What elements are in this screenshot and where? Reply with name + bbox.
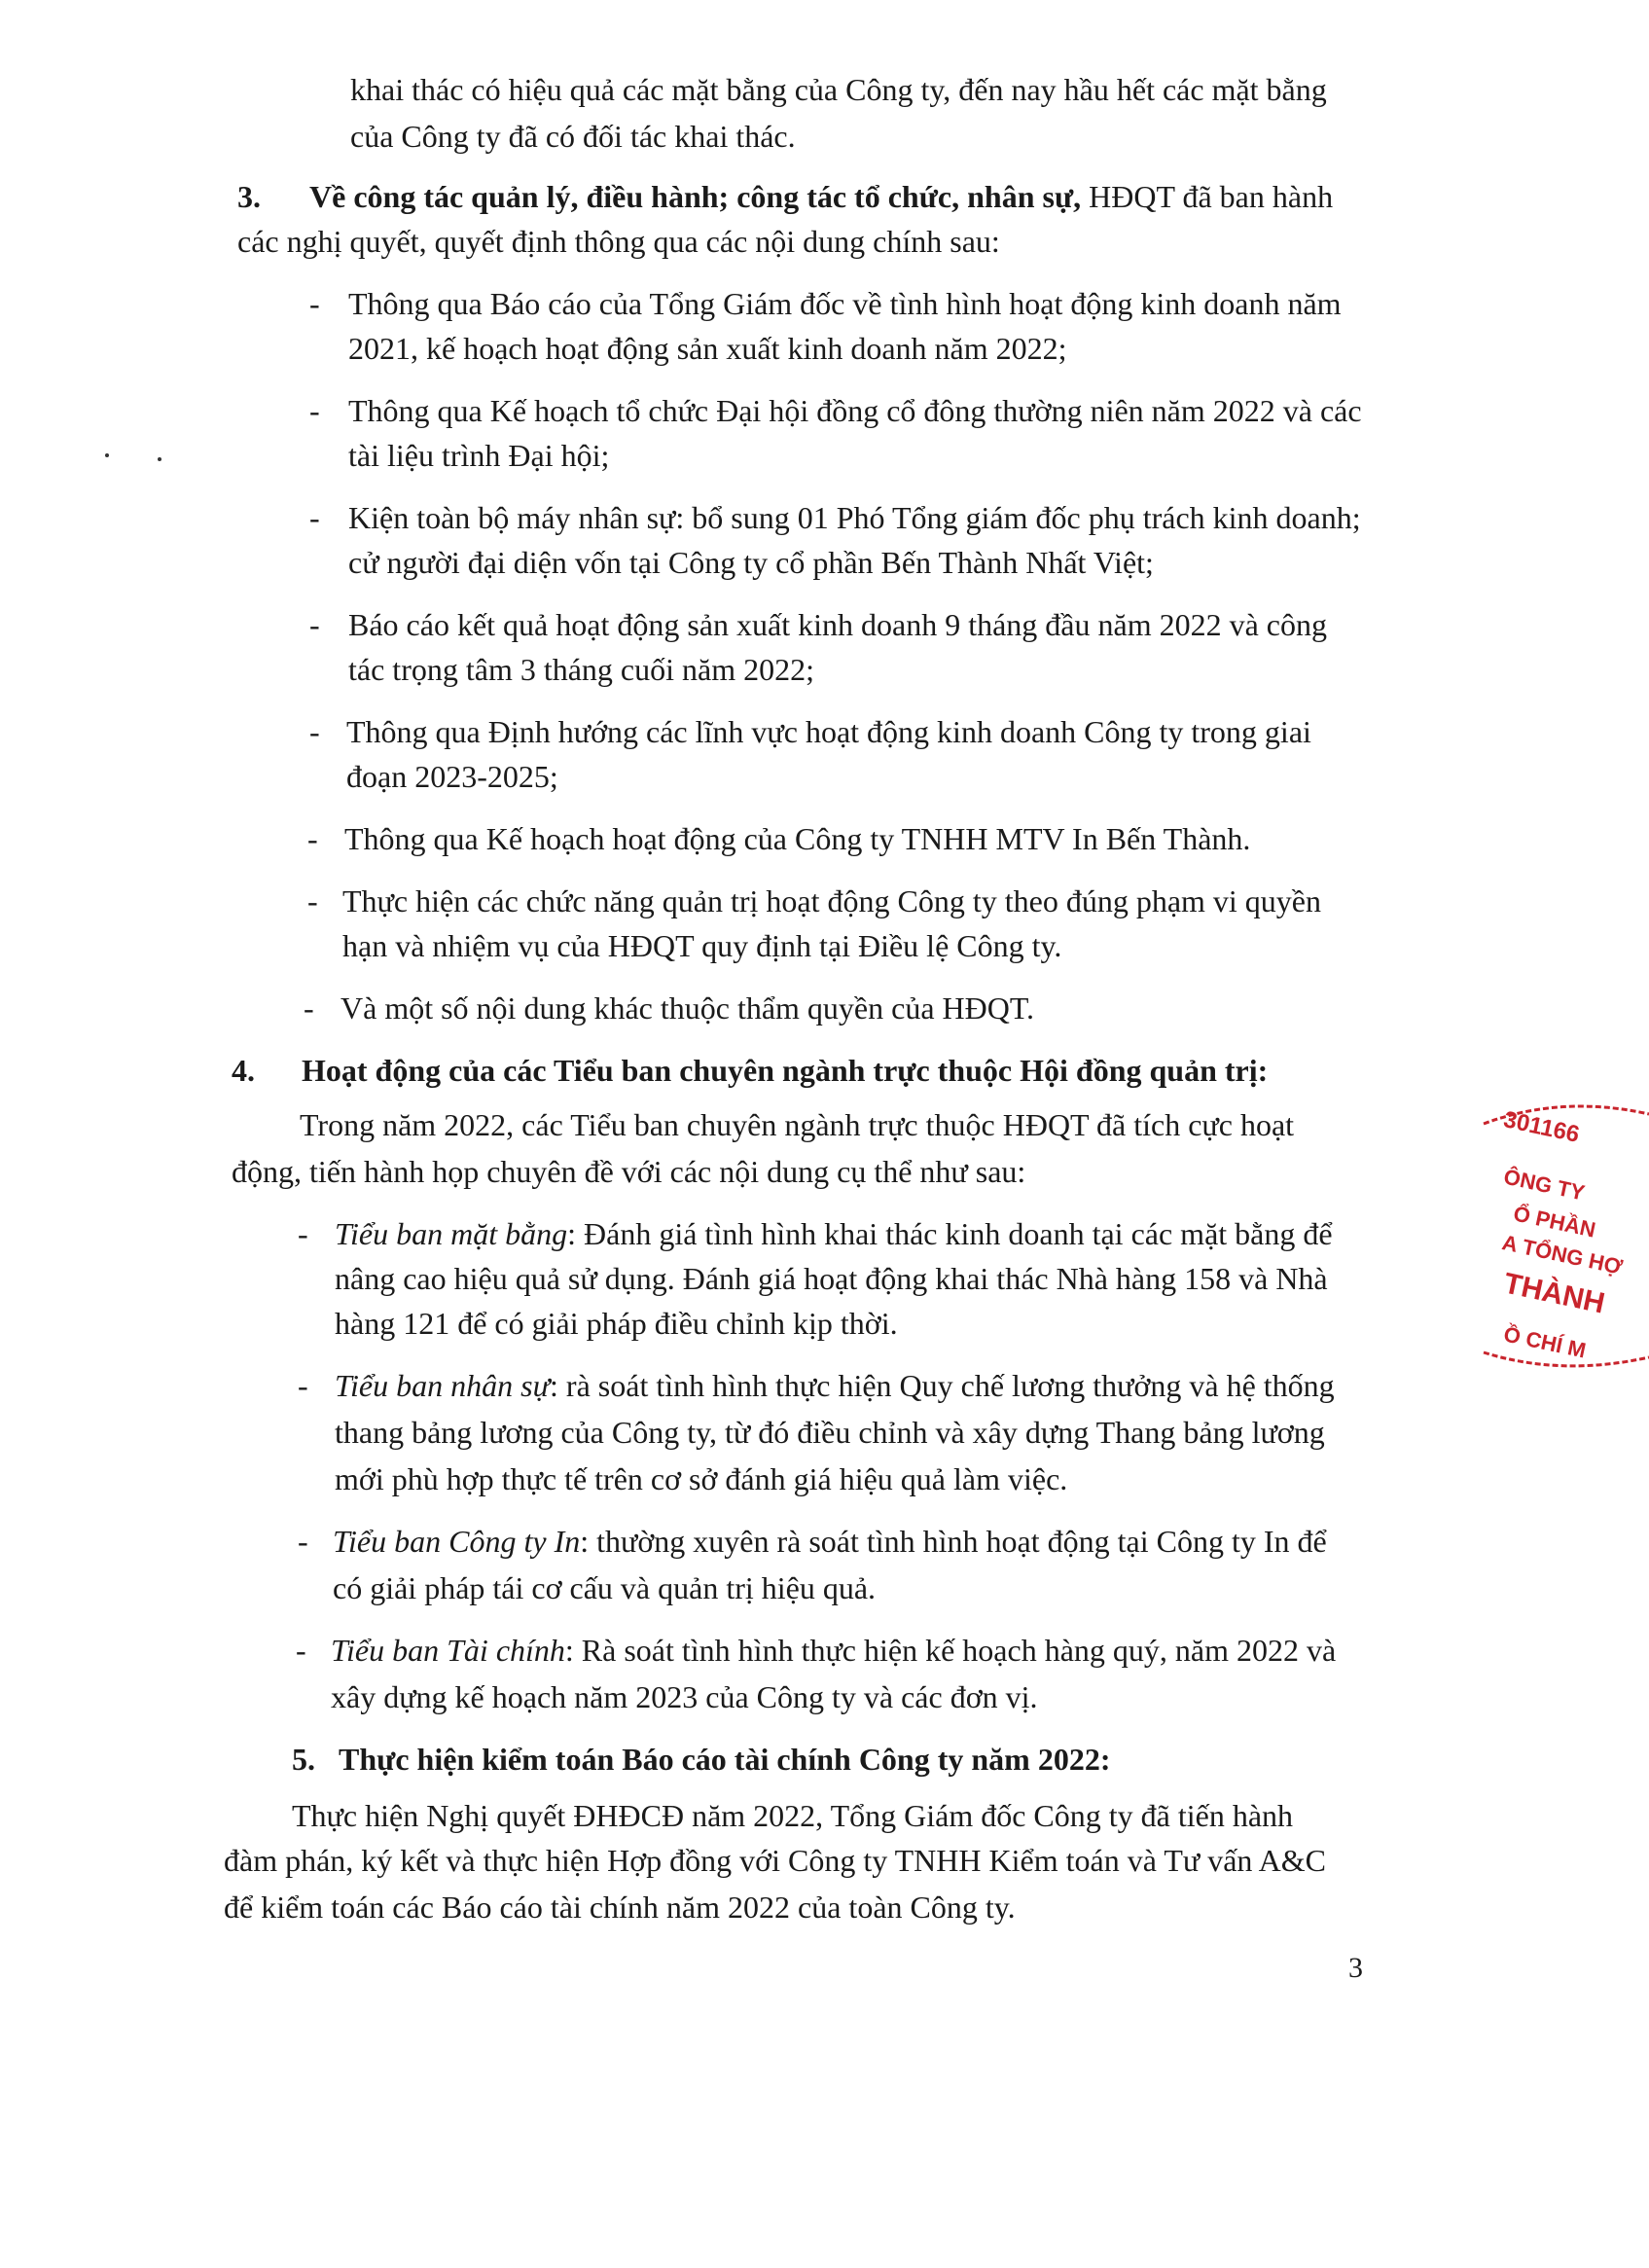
s4-item-4-line-2: xây dựng kế hoạch năm 2023 của Công ty và các đơn vị. — [331, 1679, 1038, 1714]
seal-text-2: ÔNG TY — [1501, 1164, 1588, 1206]
section-3-heading-rest: HĐQT đã ban hành — [1081, 179, 1334, 214]
s3-item-4-line-1: Báo cáo kết quả hoạt động sản xuất kinh doanh 9 tháng đầu năm 2022 và công — [348, 607, 1327, 642]
section-3-number: 3. — [237, 179, 261, 214]
s4-item-3-line-2: có giải pháp tái cơ cấu và quản trị hiệu quả. — [333, 1570, 877, 1605]
section-5-title: Thực hiện kiểm toán Báo cáo tài chính Công ty năm 2022: — [339, 1742, 1111, 1777]
bullet-dash: - — [298, 1524, 308, 1559]
intro-line-2: của Công ty đã có đối tác khai thác. — [350, 119, 796, 154]
s3-item-2-line-2: tài liệu trình Đại hội; — [348, 438, 610, 473]
page-number: 3 — [1348, 1952, 1363, 1984]
s3-item-3-line-2: cử người đại diện vốn tại Công ty cổ phần Bến Thành Nhất Việt; — [348, 545, 1154, 580]
section-3-line-2: các nghị quyết, quyết định thông qua các nội dung chính sau: — [237, 224, 1000, 259]
s4-item-2-line-1: Tiểu ban nhân sự: rà soát tình hình thực hiện Quy chế lương thưởng và hệ thống — [335, 1368, 1335, 1403]
s4-item-4-line-1: Tiểu ban Tài chính: Rà soát tình hình thực hiện kế hoạch hàng quý, năm 2022 và — [331, 1633, 1337, 1668]
s4-item-4-label: Tiểu ban Tài chính — [331, 1633, 565, 1668]
s4-item-3-label: Tiểu ban Công ty In — [333, 1524, 581, 1559]
bullet-dash: - — [296, 1633, 306, 1668]
bullet-dash: - — [307, 821, 318, 856]
section-4-intro-line-1: Trong năm 2022, các Tiểu ban chuyên ngành trực thuộc HĐQT đã tích cực hoạt — [300, 1107, 1295, 1142]
s3-item-5-line-1: Thông qua Định hướng các lĩnh vực hoạt động kinh doanh Công ty trong giai — [346, 714, 1311, 749]
section-4-intro-line-2: động, tiến hành họp chuyên đề với các nội dung cụ thể như sau: — [232, 1154, 1026, 1189]
s3-item-3-line-1: Kiện toàn bộ máy nhân sự: bổ sung 01 Phó Tổng giám đốc phụ trách kinh doanh; — [348, 500, 1361, 535]
s4-item-1-line-3: hàng 121 để có giải pháp điều chỉnh kịp thời. — [335, 1306, 898, 1341]
s3-item-2-line-1: Thông qua Kế hoạch tổ chức Đại hội đồng cổ đông thường niên năm 2022 và các — [348, 393, 1362, 428]
s4-item-1-line-1: Tiểu ban mặt bằng: Đánh giá tình hình khai thác kinh doanh tại các mặt bằng để — [335, 1216, 1333, 1251]
bullet-dash: - — [309, 286, 320, 321]
section-4-number: 4. — [232, 1053, 255, 1088]
s4-item-1-line-2: nâng cao hiệu quả sử dụng. Đánh giá hoạt động khai thác Nhà hàng 158 và Nhà — [335, 1261, 1328, 1296]
seal-text-3: Ổ PHẦN — [1511, 1201, 1598, 1242]
s4-item-2-line-2: thang bảng lương của Công ty, từ đó điều chỉnh và xây dựng Thang bảng lương — [335, 1415, 1325, 1450]
s3-item-7-line-1: Thực hiện các chức năng quản trị hoạt động Công ty theo đúng phạm vi quyền — [342, 883, 1321, 918]
bullet-dash: - — [304, 990, 314, 1026]
scan-speck — [105, 453, 109, 457]
section-5-line-3: để kiểm toán các Báo cáo tài chính năm 2022 của toàn Công ty. — [224, 1890, 1016, 1925]
bullet-dash: - — [309, 714, 320, 749]
section-5-line-2: đàm phán, ký kết và thực hiện Hợp đồng với Công ty TNHH Kiểm toán và Tư vấn A&C — [224, 1843, 1326, 1878]
s3-item-1-line-1: Thông qua Báo cáo của Tổng Giám đốc về tình hình hoạt động kinh doanh năm — [348, 286, 1342, 321]
s4-item-2-label: Tiểu ban nhân sự — [335, 1368, 551, 1403]
s4-item-1-label: Tiểu ban mặt bằng — [335, 1216, 568, 1251]
s4-item-3-line-1: Tiểu ban Công ty In: thường xuyên rà soát tình hình hoạt động tại Công ty In để — [333, 1524, 1327, 1559]
seal-text-4: A TỔNG HỢ — [1499, 1230, 1625, 1279]
seal-text-1: 301166 — [1501, 1106, 1582, 1148]
section-5-number: 5. — [292, 1742, 315, 1777]
bullet-dash: - — [309, 607, 320, 642]
section-3-heading — [309, 177, 1333, 216]
s3-item-4-line-2: tác trọng tâm 3 tháng cuối năm 2022; — [348, 652, 814, 687]
bullet-dash: - — [298, 1216, 308, 1251]
s3-item-6-line-1: Thông qua Kế hoạch hoạt động của Công ty TNHH MTV In Bến Thành. — [344, 821, 1251, 856]
s3-item-1-line-2: 2021, kế hoạch hoạt động sản xuất kinh doanh năm 2022; — [348, 331, 1067, 366]
s4-item-2-line-3: mới phù hợp thực tế trên cơ sở đánh giá hiệu quả làm việc. — [335, 1461, 1068, 1496]
section-5-line-1: Thực hiện Nghị quyết ĐHĐCĐ năm 2022, Tổng Giám đốc Công ty đã tiến hành — [292, 1798, 1294, 1833]
bullet-dash: - — [309, 393, 320, 428]
seal-text-6: Ồ CHÍ M — [1501, 1321, 1589, 1363]
s3-item-5-line-2: đoạn 2023-2025; — [346, 759, 558, 794]
section-4-title: Hoạt động của các Tiểu ban chuyên ngành trực thuộc Hội đồng quản trị: — [302, 1053, 1269, 1088]
seal-text-5: THÀNH — [1500, 1267, 1608, 1320]
s3-item-7-line-2: hạn và nhiệm vụ của HĐQT quy định tại Điều lệ Công ty. — [342, 928, 1062, 963]
company-seal-stamp — [1474, 1104, 1630, 1377]
s3-item-8-line-1: Và một số nội dung khác thuộc thẩm quyền của HĐQT. — [341, 990, 1035, 1026]
intro-line-1: khai thác có hiệu quả các mặt bằng của Công ty, đến nay hầu hết các mặt bằng — [350, 72, 1327, 107]
bullet-dash: - — [309, 500, 320, 535]
scan-speck — [158, 457, 161, 461]
section-3-heading-bold: Về công tác quản lý, điều hành; công tác tổ chức, nhân sự, — [309, 179, 1082, 214]
bullet-dash: - — [307, 883, 318, 918]
bullet-dash: - — [298, 1368, 308, 1403]
